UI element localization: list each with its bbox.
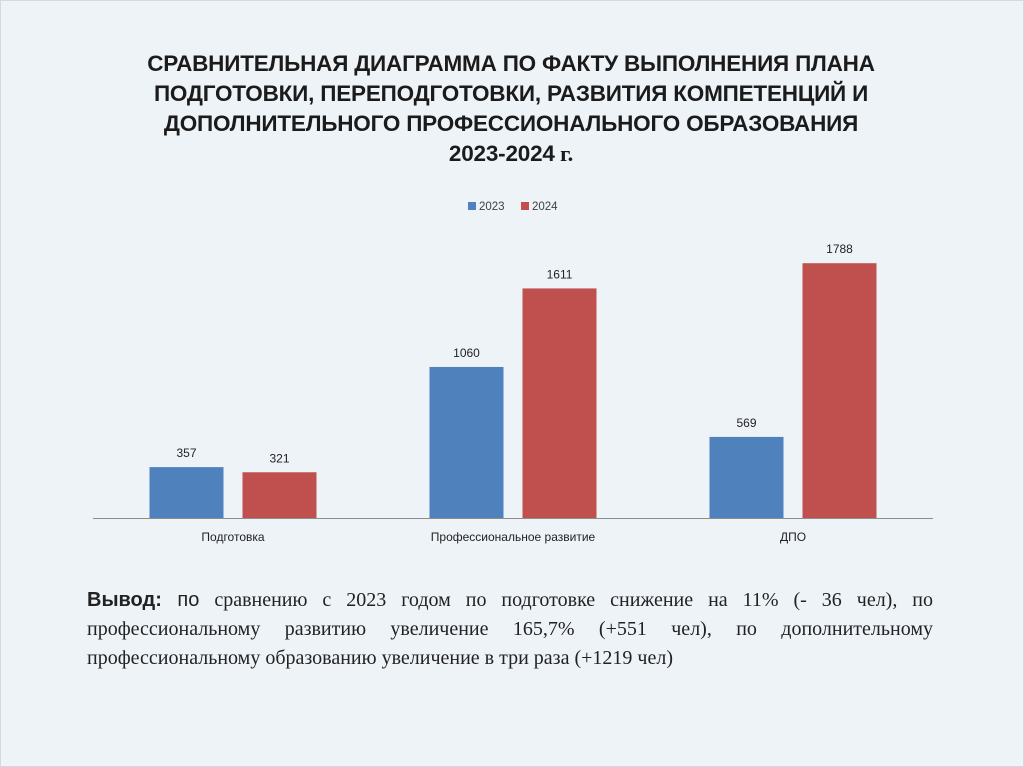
bar-2024-2 <box>523 288 597 518</box>
legend-swatch-2024 <box>521 202 529 210</box>
legend-label-2024: 2024 <box>532 201 558 213</box>
x-tick-label-1: Подготовка <box>201 530 265 544</box>
conclusion-text <box>87 586 933 673</box>
bar-2024-1 <box>243 472 317 518</box>
x-tick-label-2: Профессиональное развитие <box>430 530 596 544</box>
title-line-4 <box>41 139 981 169</box>
x-tick-label-3: ДПО <box>779 530 807 544</box>
legend-label-2023: 2023 <box>479 201 505 213</box>
data-label-2024-2: 1611 <box>546 267 573 282</box>
legend-swatch-2023 <box>468 202 476 210</box>
data-label-2024-3: 1788 <box>826 242 853 257</box>
title-line-1: СРАВНИТЕЛЬНАЯ ДИАГРАММА ПО ФАКТУ ВЫПОЛНЕНИЯ ПЛАНА <box>147 51 875 76</box>
title-line-2: ПОДГОТОВКИ, ПЕРЕПОДГОТОВКИ, РАЗВИТИЯ КОМПЕТЕНЦИЙ И <box>153 81 869 106</box>
conclusion-lead-po: по <box>161 589 200 611</box>
data-label-2023-1: 357 <box>176 446 197 461</box>
title-line-3: ДОПОЛНИТЕЛЬНОГО ПРОФЕССИОНАЛЬНОГО ОБРАЗОВАНИЯ <box>163 111 859 136</box>
conclusion-body: сравнению с 2023 годом по подготовке снижение на 11% (- 36 чел), по профессиональному развитию увеличение 165,7% (+551 чел), по дополнительному профессиональному образованию увеличение в три раза (+1219 чел) <box>87 589 934 669</box>
bar-2023-1 <box>150 467 224 518</box>
conclusion-lead: Вывод: <box>87 589 162 611</box>
slide-title <box>41 49 981 169</box>
title-year-suffix: г. <box>554 141 574 166</box>
title-years: 2023-2024 <box>448 141 555 166</box>
bar-2024-3 <box>803 263 877 518</box>
data-label-2023-3: 569 <box>736 415 757 430</box>
bar-2023-3 <box>710 437 784 518</box>
bar-chart <box>1 191 1023 561</box>
bar-2023-2 <box>430 367 504 518</box>
data-label-2024-1: 321 <box>269 451 290 466</box>
data-label-2023-2: 1060 <box>453 345 480 360</box>
